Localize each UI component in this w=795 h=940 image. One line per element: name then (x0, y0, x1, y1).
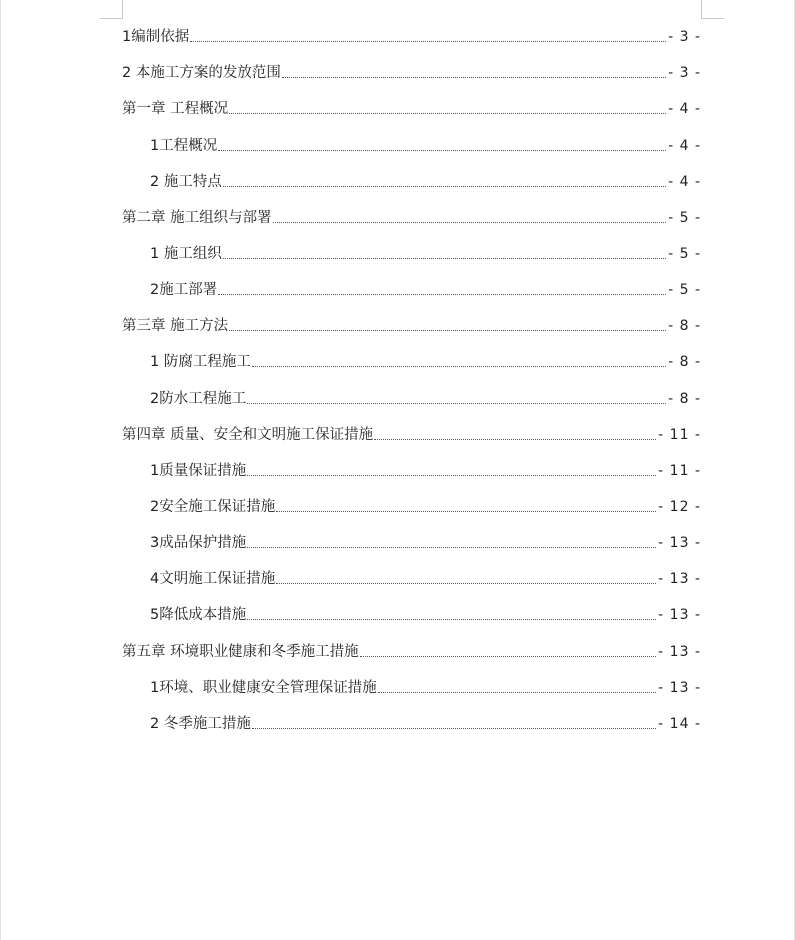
toc-dot-leader (276, 583, 656, 584)
toc-entry[interactable] (122, 17, 701, 53)
toc-entry-title[interactable]: 1环境、职业健康安全管理保证措施 (150, 679, 377, 696)
toc-entry-title[interactable]: 1编制依据 (122, 29, 190, 46)
toc-entry[interactable] (122, 631, 701, 667)
toc-entry-title[interactable]: 3成品保护措施 (150, 535, 247, 552)
toc-page-number[interactable]: - 13 - (658, 643, 701, 660)
toc-page-number[interactable]: - 8 - (668, 390, 701, 407)
margin-corner-mark-top-right (701, 0, 724, 19)
toc-dot-leader (282, 77, 666, 78)
toc-dot-leader (223, 186, 666, 187)
toc-dot-leader (223, 258, 666, 259)
toc-entry[interactable] (122, 125, 701, 161)
table-of-contents (122, 17, 701, 740)
toc-entry-title[interactable]: 2施工部署 (150, 282, 218, 299)
toc-page-number[interactable]: - 3 - (668, 65, 701, 82)
toc-entry[interactable] (122, 342, 701, 378)
toc-page-number[interactable]: - 11 - (658, 426, 701, 443)
toc-dot-leader (378, 692, 656, 693)
toc-page-number[interactable]: - 11 - (658, 462, 701, 479)
toc-dot-leader (273, 222, 666, 223)
toc-entry-title[interactable]: 2 本施工方案的发放范围 (122, 65, 281, 82)
toc-page-number[interactable]: - 13 - (658, 679, 701, 696)
toc-page-number[interactable]: - 4 - (668, 101, 701, 118)
toc-page-number[interactable]: - 5 - (668, 282, 701, 299)
toc-entry[interactable] (122, 270, 701, 306)
toc-entry-title[interactable]: 2 冬季施工措施 (150, 715, 251, 732)
toc-dot-leader (247, 475, 656, 476)
toc-entry[interactable] (122, 89, 701, 125)
toc-page-number[interactable]: - 13 - (658, 607, 701, 624)
toc-entry[interactable] (122, 378, 701, 414)
toc-dot-leader (218, 294, 666, 295)
toc-page-number[interactable]: - 8 - (668, 318, 701, 335)
toc-entry-title[interactable]: 第四章 质量、安全和文明施工保证措施 (122, 426, 374, 443)
toc-dot-leader (229, 113, 666, 114)
toc-entry-title[interactable]: 2防水工程施工 (150, 390, 247, 407)
toc-page-number[interactable]: - 5 - (668, 209, 701, 226)
toc-page-number[interactable]: - 5 - (668, 245, 701, 262)
toc-entry-title[interactable]: 2 施工特点 (150, 173, 222, 190)
toc-entry[interactable] (122, 198, 701, 234)
toc-entry[interactable] (122, 704, 701, 740)
toc-dot-leader (360, 656, 657, 657)
toc-entry-title[interactable]: 5降低成本措施 (150, 607, 247, 624)
toc-entry[interactable] (122, 487, 701, 523)
toc-entry-title[interactable]: 2安全施工保证措施 (150, 498, 276, 515)
toc-entry-title[interactable]: 1质量保证措施 (150, 462, 247, 479)
toc-entry[interactable] (122, 595, 701, 631)
toc-entry[interactable] (122, 523, 701, 559)
toc-dot-leader (252, 366, 666, 367)
toc-entry[interactable] (122, 306, 701, 342)
toc-dot-leader (229, 330, 666, 331)
toc-entry-title[interactable]: 第二章 施工组织与部署 (122, 209, 272, 226)
toc-dot-leader (374, 439, 656, 440)
toc-entry-title[interactable]: 4文明施工保证措施 (150, 571, 276, 588)
toc-dot-leader (276, 511, 656, 512)
toc-entry[interactable] (122, 415, 701, 451)
toc-entry-title[interactable]: 第一章 工程概况 (122, 101, 229, 118)
toc-dot-leader (247, 619, 656, 620)
toc-dot-leader (190, 41, 666, 42)
toc-entry-title[interactable]: 1工程概况 (150, 137, 218, 154)
toc-page-number[interactable]: - 13 - (658, 571, 701, 588)
toc-entry[interactable] (122, 668, 701, 704)
toc-entry-title[interactable]: 第三章 施工方法 (122, 318, 229, 335)
toc-page-number[interactable]: - 13 - (658, 535, 701, 552)
toc-dot-leader (252, 728, 656, 729)
toc-entry[interactable] (122, 451, 701, 487)
toc-page-number[interactable]: - 14 - (658, 715, 701, 732)
toc-entry[interactable] (122, 53, 701, 89)
toc-dot-leader (247, 547, 656, 548)
toc-dot-leader (218, 150, 666, 151)
page-left-edge (0, 0, 1, 940)
toc-entry[interactable] (122, 162, 701, 198)
toc-page-number[interactable]: - 4 - (668, 137, 701, 154)
toc-entry-title[interactable]: 1 防腐工程施工 (150, 354, 251, 371)
toc-page-number[interactable]: - 8 - (668, 354, 701, 371)
toc-entry-title[interactable]: 第五章 环境职业健康和冬季施工措施 (122, 643, 359, 660)
margin-corner-mark-top-left (100, 0, 123, 19)
toc-page-number[interactable]: - 3 - (668, 29, 701, 46)
toc-page-number[interactable]: - 12 - (658, 498, 701, 515)
toc-page-number[interactable]: - 4 - (668, 173, 701, 190)
toc-entry[interactable] (122, 559, 701, 595)
toc-entry[interactable] (122, 234, 701, 270)
toc-entry-title[interactable]: 1 施工组织 (150, 245, 222, 262)
toc-dot-leader (247, 403, 666, 404)
